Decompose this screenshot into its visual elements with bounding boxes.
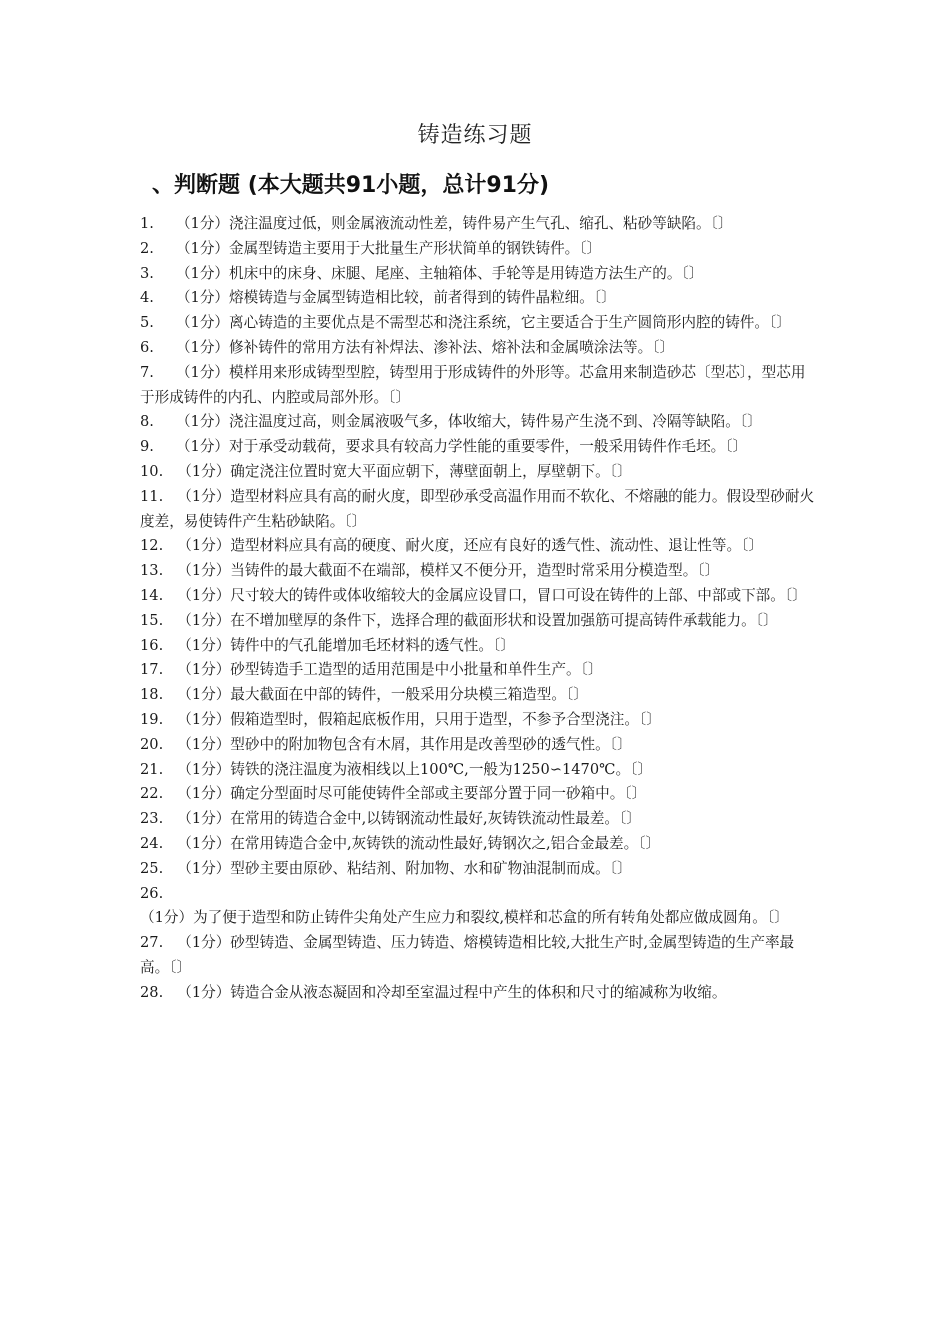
question-text: （1分）型砂主要由原砂、粘结剂、附加物、水和矿物油混制而成。〔〕 [177, 859, 632, 877]
question-item [140, 311, 820, 336]
question-text: （1分）在不增加壁厚的条件下，选择合理的截面形状和设置加强筋可提高铸件承载能力。〔〕 [177, 611, 778, 629]
question-number: 1. [140, 215, 154, 232]
section-detail: (本大题共91小题，总计91分) [247, 173, 550, 198]
question-text: （1分）假箱造型时，假箱起底板作用，只用于造型，不参予合型浇注。〔〕 [177, 710, 661, 728]
question-text: （1分）确定浇注位置时宽大平面应朝下，薄壁面朝上，厚壁朝下。〔〕 [177, 462, 632, 480]
question-number: 7. [140, 363, 154, 381]
question-item [140, 435, 820, 460]
question-list [140, 212, 820, 1006]
question-text: （1分）砂型铸造手工造型的适用范围是中小批量和单件生产。〔〕 [177, 661, 603, 679]
question-number: 16. [140, 636, 164, 654]
question-number: 26. [140, 884, 164, 902]
question-text: （1分）确定分型面时尽可能使铸件全部或主要部分置于同一砂箱中。〔〕 [177, 785, 647, 803]
question-number: 11. [140, 487, 164, 505]
question-text: （1分）熔模铸造与金属型铸造相比较，前者得到的铸件晶粒细。〔〕 [175, 289, 616, 307]
question-text: （1分）在常用铸造合金中,灰铸铁的流动性最好,铸钢次之,铝合金最差。〔〕 [177, 834, 661, 852]
question-text: （1分）浇注温度过高，则金属液吸气多，体收缩大，铸件易产生浇不到、冷隔等缺陷。〔〕 [175, 413, 762, 431]
question-number: 19. [140, 710, 164, 728]
question-item [140, 410, 820, 435]
question-number: 5. [140, 314, 154, 332]
question-text: （1分）机床中的床身、床腿、尾座、主轴箱体、手轮等是用铸造方法生产的。〔〕 [175, 264, 704, 282]
question-text: （1分）修补铸件的常用方法有补焊法、渗补法、熔补法和金属喷涂法等。〔〕 [175, 338, 675, 356]
question-number: 3. [140, 264, 154, 282]
question-item [140, 683, 820, 708]
question-text: （1分）造型材料应具有高的硬度、耐火度，还应有良好的透气性、流动性、退让性等。〔〕 [177, 537, 763, 555]
section-prefix: 、判断题 [152, 173, 241, 198]
question-number: 4. [140, 289, 154, 307]
question-text: （1分）模样用来形成铸型型腔，铸型用于形成铸件的外形等。芯盒用来制造砂芯〔型芯〕，型芯用于形成铸件的内孔、内腔或局部外形。〔〕 [140, 363, 806, 406]
question-item [140, 733, 820, 758]
question-item [140, 212, 820, 237]
question-item [140, 485, 820, 535]
question-text: （1分）金属型铸造主要用于大批量生产形状简单的钢铁铸件。〔〕 [175, 239, 602, 257]
question-item [140, 584, 820, 609]
question-number: 6. [140, 338, 154, 356]
question-item [140, 981, 820, 1006]
question-item [140, 832, 820, 857]
question-number: 23. [140, 810, 164, 828]
question-number: 20. [140, 735, 164, 753]
page-title: 铸造练习题 [417, 123, 533, 148]
question-text: （1分）尺寸较大的铸件或体收缩较大的金属应设冒口，冒口可设在铸件的上部、中部或下部。〔〕 [177, 586, 807, 604]
question-number: 9. [140, 438, 154, 456]
question-text: （1分）在常用的铸造合金中,以铸钢流动性最好,灰铸铁流动性最差。〔〕 [177, 810, 641, 828]
question-item [140, 559, 820, 584]
question-number: 21. [140, 760, 164, 778]
question-text: （1分）最大截面在中部的铸件，一般采用分块模三箱造型。〔〕 [177, 686, 588, 704]
question-text: （1分）造型材料应具有高的耐火度，即型砂承受高温作用而不软化、不熔融的能力。假设型砂耐火度差，易使铸件产生粘砂缺陷。〔〕 [140, 487, 815, 530]
question-item [140, 336, 820, 361]
question-item [140, 931, 820, 981]
question-item [140, 361, 820, 411]
question-number: 25. [140, 859, 164, 877]
question-item [140, 286, 820, 311]
question-number: 14. [140, 586, 164, 604]
question-text: （1分）型砂中的附加物包含有木屑，其作用是改善型砂的透气性。〔〕 [177, 735, 632, 753]
question-number: 15. [140, 611, 164, 629]
question-text: （1分）为了便于造型和防止铸件尖角处产生应力和裂纹,模样和芯盒的所有转角处都应做成圆角。〔〕 [140, 909, 789, 927]
question-number: 18. [140, 686, 164, 704]
question-text: （1分）铸件中的气孔能增加毛坯材料的透气性。〔〕 [177, 636, 515, 654]
section-heading [152, 168, 549, 199]
question-item [140, 634, 820, 659]
question-number: 2. [140, 239, 154, 257]
question-number: 17. [140, 661, 164, 679]
question-number: 24. [140, 834, 164, 852]
question-item [140, 882, 820, 932]
question-item [140, 237, 820, 262]
question-item [140, 708, 820, 733]
question-item [140, 857, 820, 882]
question-number: 27. [140, 934, 164, 952]
question-text: （1分）离心铸造的主要优点是不需型芯和浇注系统，它主要适合于生产圆筒形内腔的铸件。〔〕 [175, 314, 791, 332]
question-item [140, 758, 820, 783]
question-number: 28. [140, 983, 164, 1001]
question-item [140, 609, 820, 634]
question-text: （1分）铸造合金从液态凝固和冷却至室温过程中产生的体积和尺寸的缩减称为收缩。 [177, 983, 727, 1001]
question-text: （1分）浇注温度过低，则金属液流动性差，铸件易产生气孔、缩孔、粘砂等缺陷。〔〕 [175, 215, 733, 232]
question-number: 13. [140, 562, 164, 580]
question-number: 22. [140, 785, 164, 803]
question-text: （1分）铸铁的浇注温度为液相线以上100℃,一般为1250∽1470℃。〔〕 [177, 760, 652, 778]
question-number: 12. [140, 537, 164, 555]
question-number: 8. [140, 413, 154, 431]
question-text: （1分）砂型铸造、金属型铸造、压力铸造、熔模铸造相比较,大批生产时,金属型铸造的生产率最高。〔〕 [140, 934, 795, 976]
question-item [140, 807, 820, 832]
question-number: 10. [140, 462, 164, 480]
question-item [140, 262, 820, 287]
question-item [140, 460, 820, 485]
question-item [140, 534, 820, 559]
question-text: （1分）对于承受动载荷，要求具有较高力学性能的重要零件，一般采用铸件作毛坯。〔〕 [175, 438, 748, 456]
question-item [140, 658, 820, 683]
question-text: （1分）当铸件的最大截面不在端部，模样又不便分开，造型时常采用分模造型。〔〕 [177, 562, 720, 580]
question-item [140, 782, 820, 807]
